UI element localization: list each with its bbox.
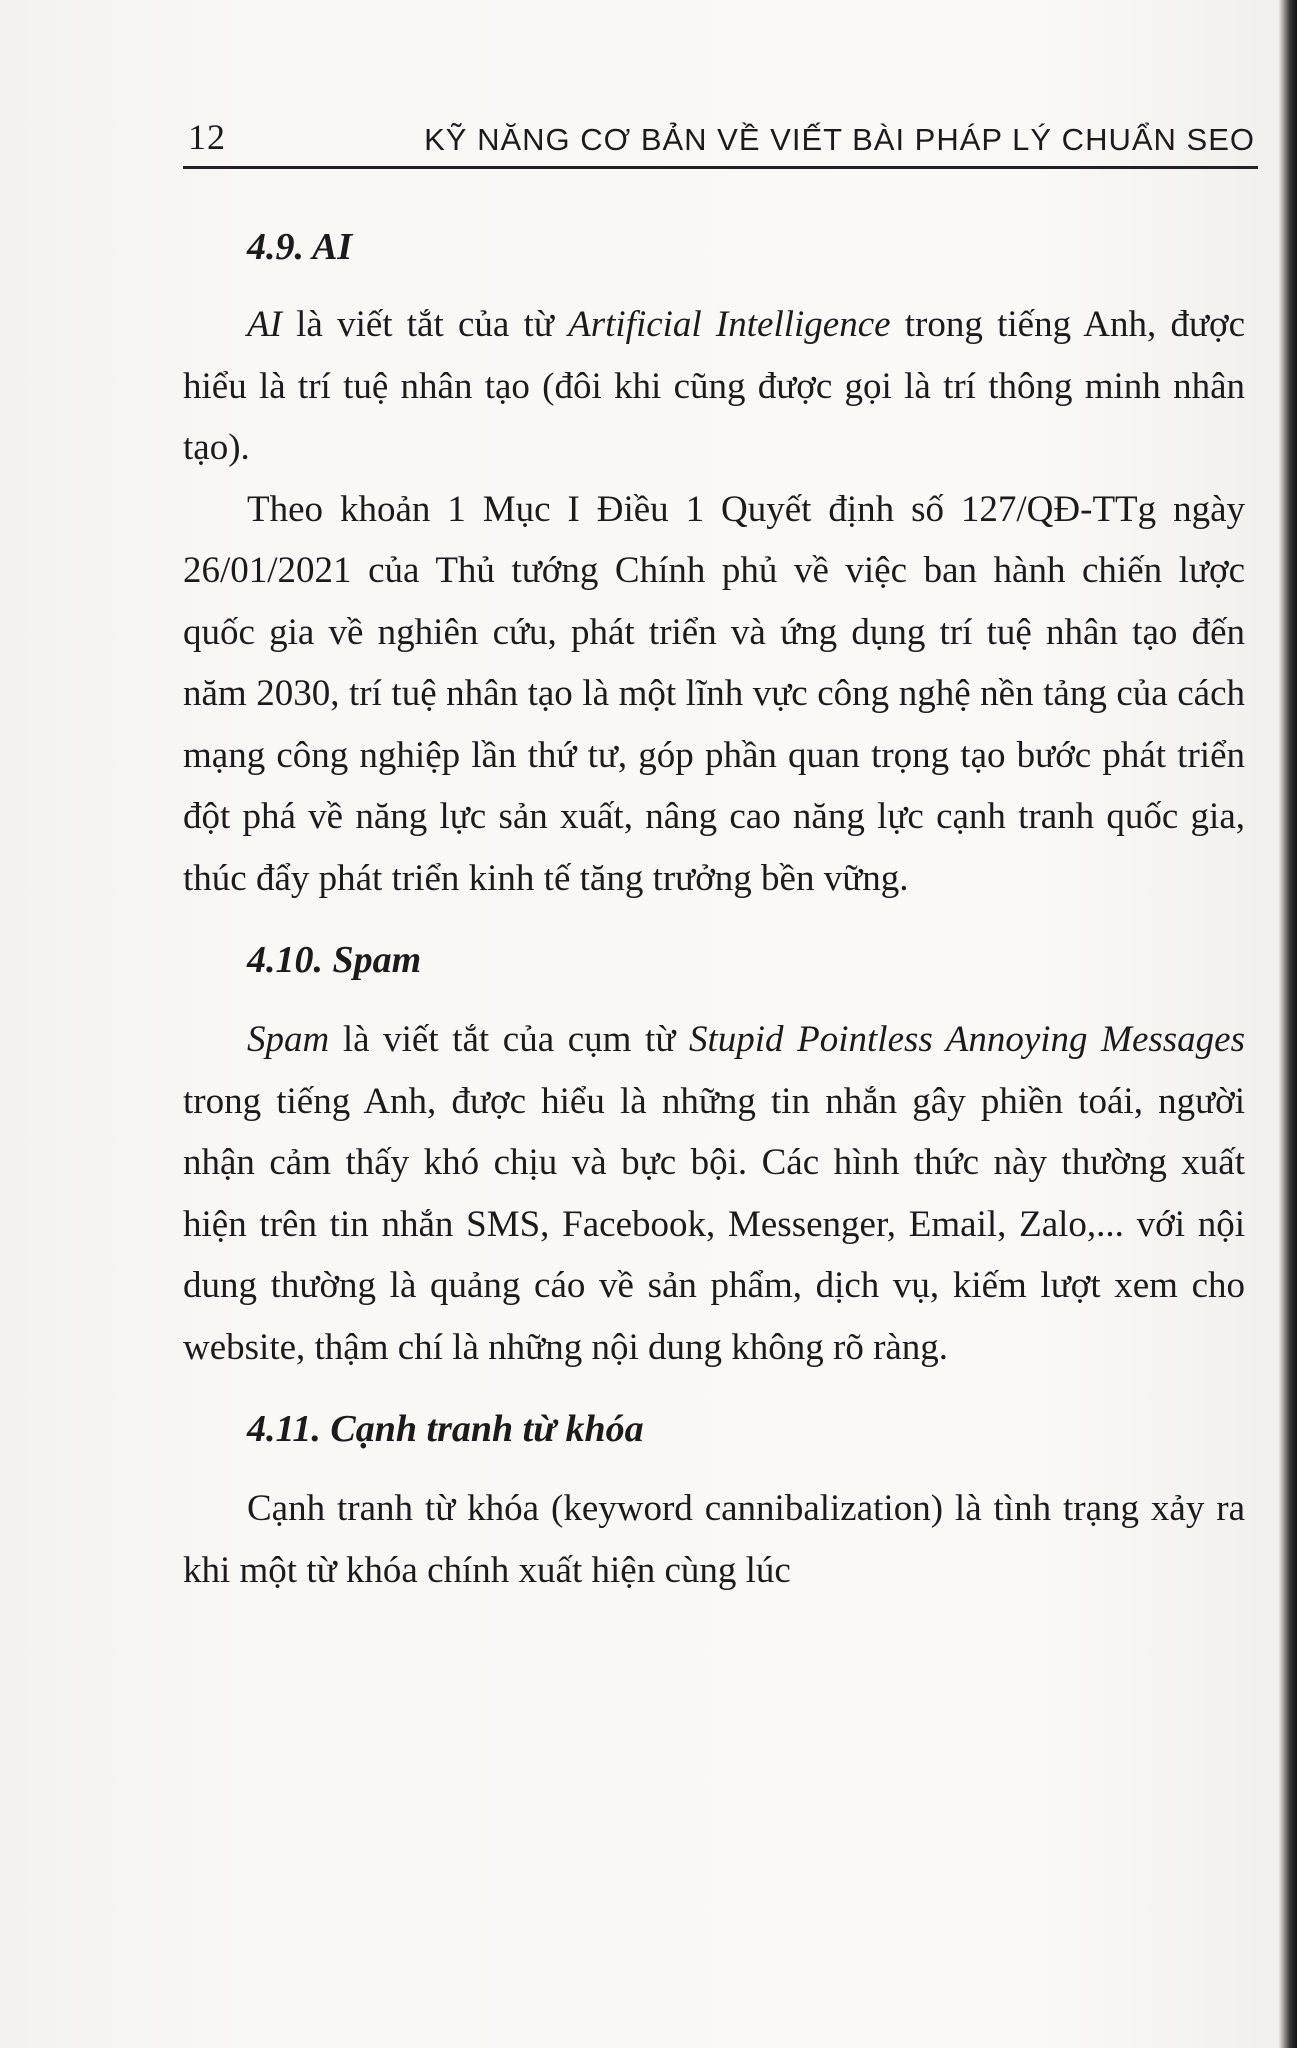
section-heading-ai: 4.9. AI	[247, 226, 353, 268]
paragraph-spam-definition	[183, 1009, 1245, 1378]
page-body	[183, 222, 1245, 1601]
paragraph-ai-legal: Theo khoản 1 Mục I Điều 1 Quyết định số 127/QĐ-TTg ngày 26/01/2021 của Thủ tướng Chính phủ về việc ban hành chiến lược quốc gia về nghiên cứu, phát triển và ứng dụng trí tuệ nhân tạo đến năm 2030, trí tuệ nhân tạo là một lĩnh vực công nghệ nền tảng của cách mạng công nghiệp lần thứ tư, góp phần quan trọng tạo bước phát triển đột phá về năng lực sản xuất, nâng cao năng lực cạnh tranh quốc gia, thúc đẩy phát triển kinh tế tăng trưởng bền vững.	[183, 488, 1245, 899]
term-ai-expansion: Artificial Intelligence	[568, 304, 891, 345]
term-spam-expansion: Stupid Pointless Annoying Messages	[688, 1019, 1246, 1060]
header-divider	[183, 166, 1258, 169]
running-title: KỸ NĂNG CƠ BẢN VỀ VIẾT BÀI PHÁP LÝ CHUẨN SEO	[424, 122, 1255, 157]
text-span: là viết tắt của cụm từ	[329, 1019, 689, 1060]
term-spam: Spam	[247, 1019, 330, 1060]
page-number: 12	[188, 117, 226, 157]
paragraph-ai-definition	[183, 294, 1245, 479]
section-heading-keyword-competition: 4.11. Cạnh tranh từ khóa	[247, 1408, 644, 1450]
paragraph-keyword-cannibalization: Cạnh tranh từ khóa (keyword cannibalization) là tình trạng xảy ra khi một từ khóa chính xuất hiện cùng lúc	[183, 1488, 1245, 1591]
page-edge-shadow	[1279, 0, 1297, 2048]
text-span: trong tiếng Anh, được hiểu là những tin nhắn gây phiền toái, người nhận cảm thấy khó chịu và bực bội. Các hình thức này thường xuất hiện trên tin nhắn SMS, Facebook, Messenger, Email, Zalo,... với nội dung thường là quảng cáo về sản phẩm, dịch vụ, kiếm lượt xem cho website, thậm chí là những nội dung không rõ ràng.	[183, 1080, 1245, 1368]
page-header	[183, 108, 1255, 168]
text-span: trong tiếng Anh, được hiểu là trí tuệ nhân tạo (đôi khi cũng được gọi là trí thông minh nhân tạo).	[183, 304, 1245, 468]
term-ai: AI	[247, 304, 282, 345]
section-heading-spam: 4.10. Spam	[247, 939, 422, 981]
text-span: là viết tắt của từ	[281, 304, 569, 345]
